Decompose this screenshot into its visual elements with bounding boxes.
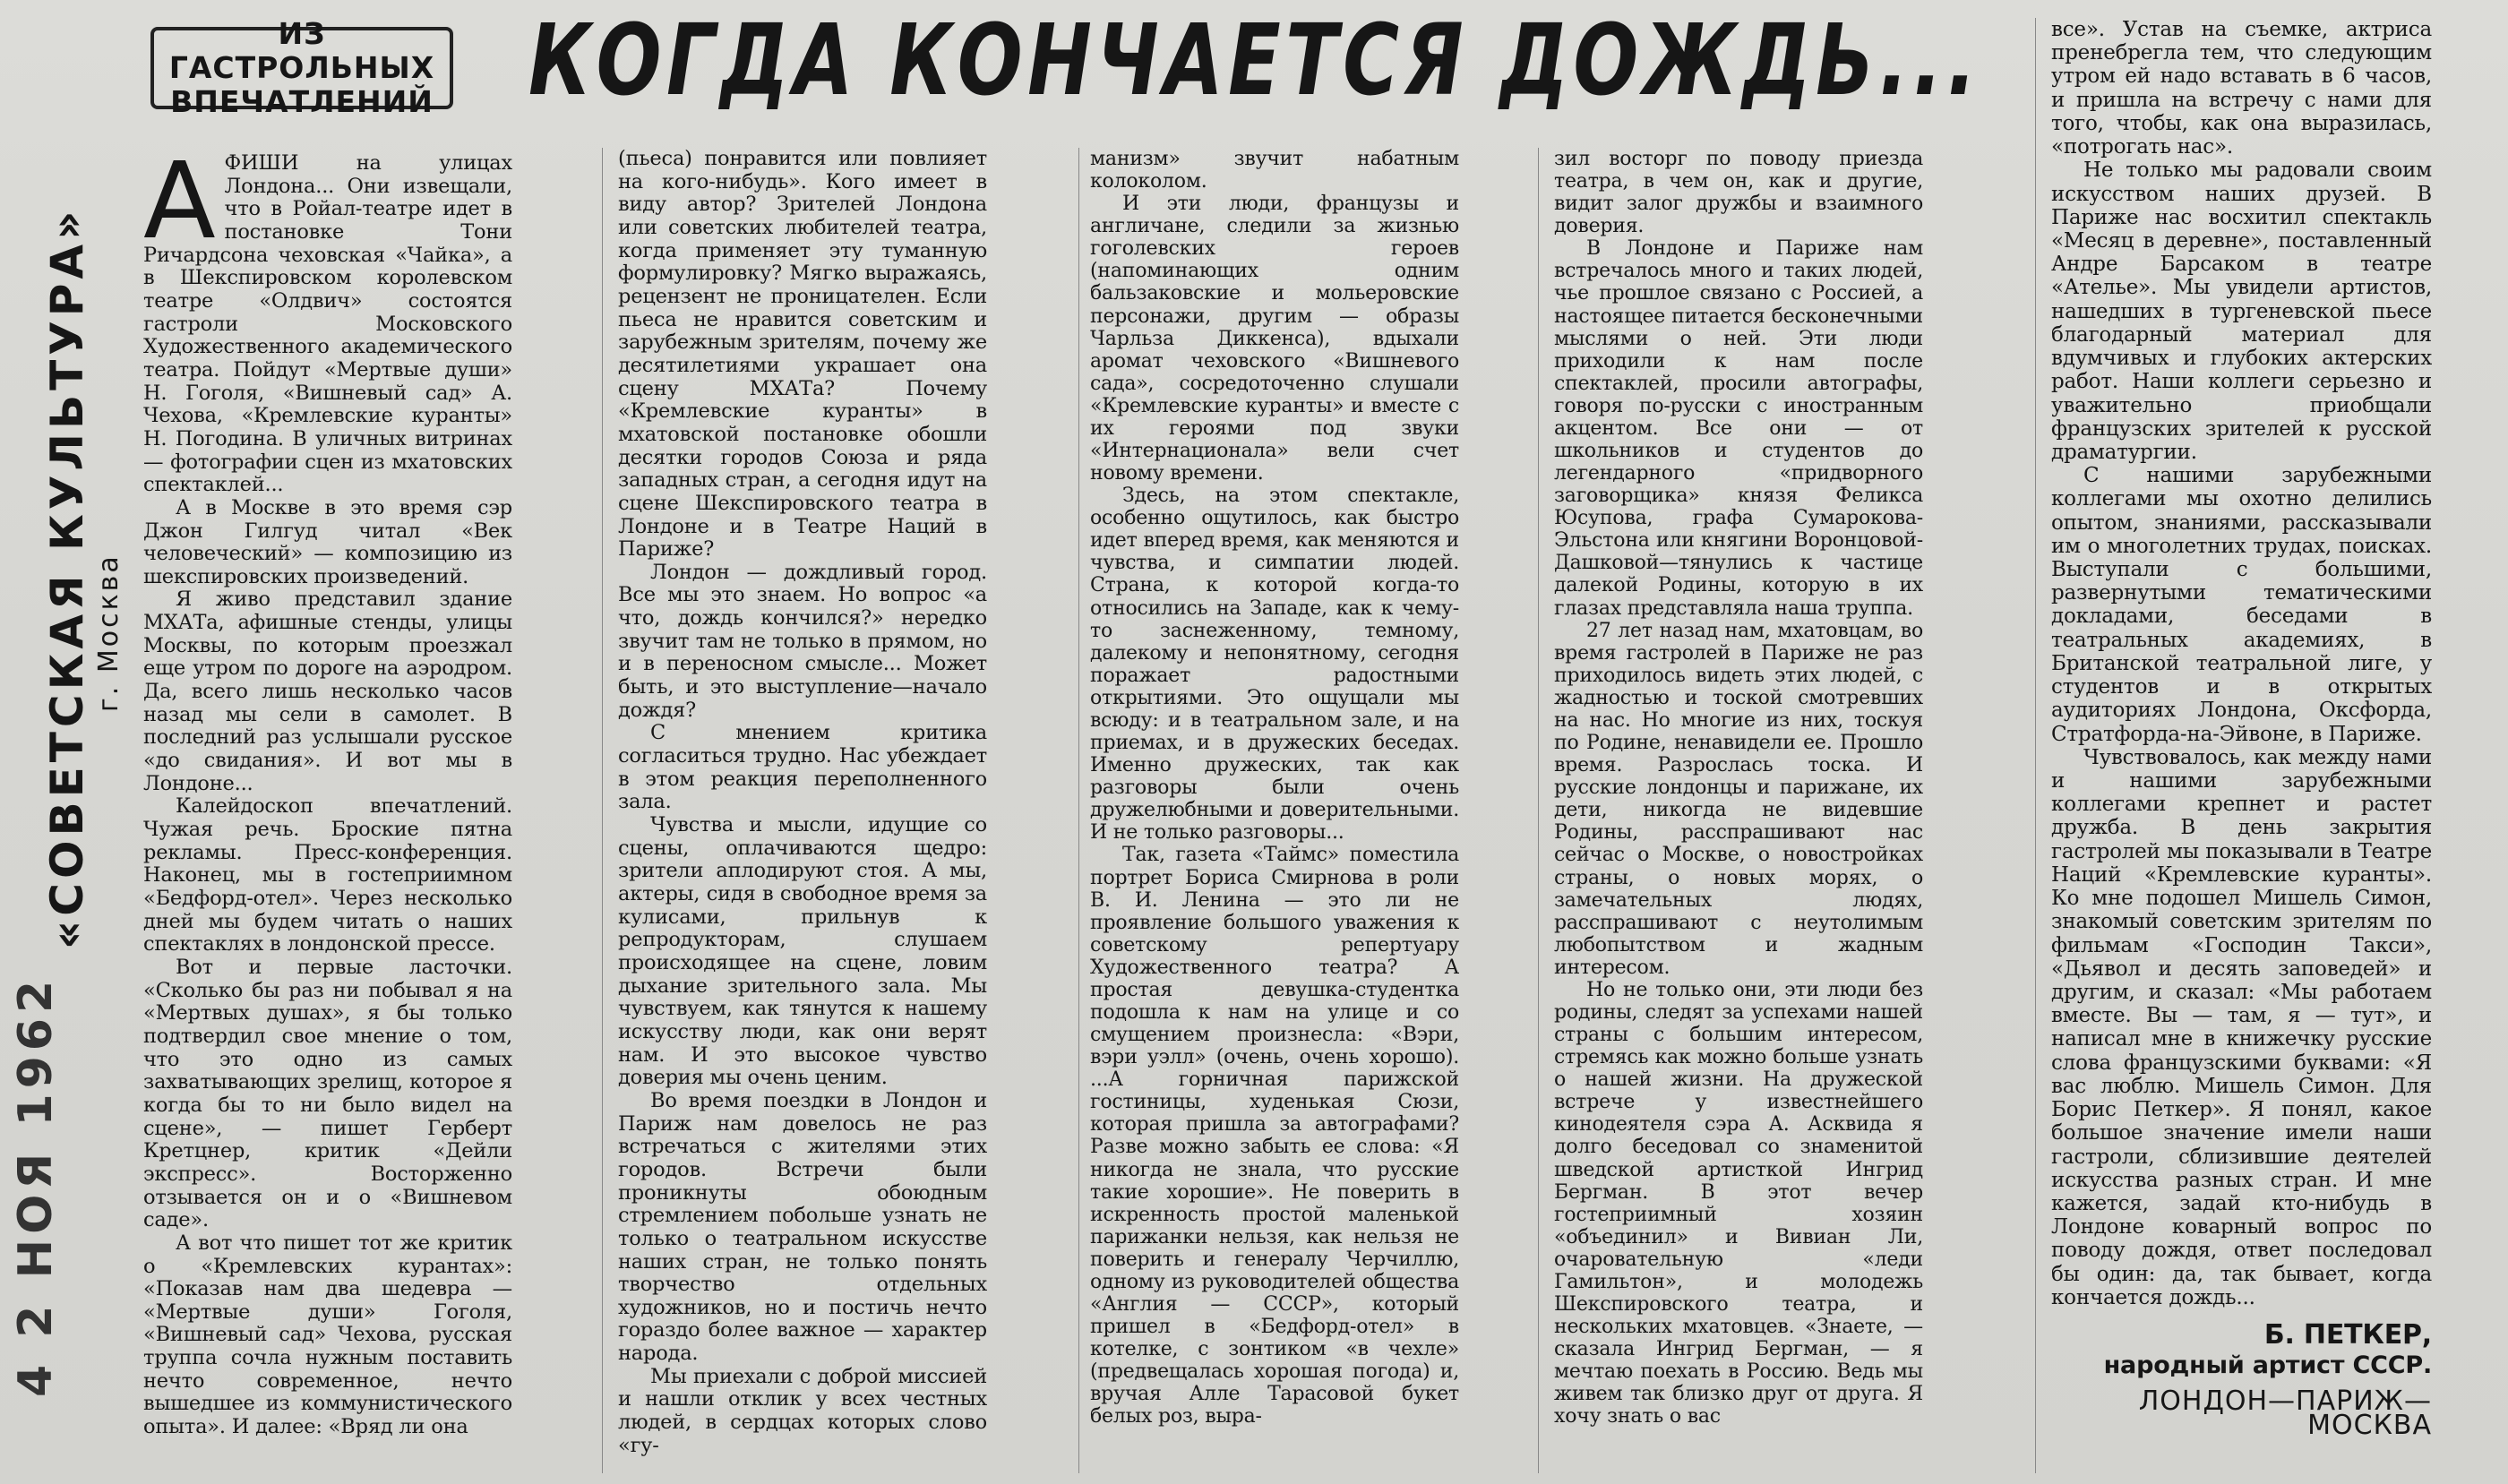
lead-paragraph bbox=[143, 139, 512, 497]
dateline-route: ЛОНДОН—ПАРИЖ—МОСКВА bbox=[2138, 1385, 2432, 1441]
publication-city: г. Москва bbox=[93, 553, 125, 712]
paragraph: А вот что пишет тот же критик о «Кремлевских курантах»: «Показав нам два шедевра — «Мертвые души» Гоголя, «Вишневый сад» Чехова, русская труппа сочла нужным поставить нечто современное, нечто вышедшее из коммунистического опыта». И далее: «Вряд ли она bbox=[143, 1231, 512, 1439]
paragraph: С мнением критика согласиться трудно. Нас убеждает в этом реакция переполненного зала. bbox=[618, 721, 987, 814]
paragraph: манизм» звучит набатным колоколом. bbox=[1090, 148, 1459, 193]
paragraph: Вот и первые ласточки. «Сколько бы раз ни побывал я на «Мертвых душах», я бы только подтвердил свое мнение о том, что это одно из самых захватывающих зрелищ, которое я когда бы то ни было видел на сцене», — пишет Герберт Кретцнер, критик «Дейли экспресс». Восторженно отзывается он и о «Вишневом саде». bbox=[143, 955, 512, 1232]
article-column-5 bbox=[2051, 18, 2432, 1441]
article-column-4 bbox=[1554, 148, 1923, 1428]
paragraph: зил восторг по поводу приезда театра, в чем он, как и другие, видит залог дружбы и взаимного доверия. bbox=[1554, 148, 1923, 238]
article-headline: КОГДА КОНЧАЕТСЯ ДОЖДЬ... bbox=[528, 3, 1982, 117]
article-column-3 bbox=[1090, 148, 1459, 1428]
paragraph: все». Устав на съемке, актриса пренебрегла тем, что следующим утром ей надо вставать в 6 часов, и пришла на встречу с нами для того, чтобы, как она выразилась, «потрогать нас». bbox=[2051, 18, 2432, 159]
author-name: Б. ПЕТКЕР, bbox=[2263, 1319, 2432, 1351]
paragraph: Лондон — дождливый город. Все мы это знаем. Но вопрос «а что, дождь кончился?» нередко звучит там не только в прямом, но и в переносном смысле... Может быть, и это выступление—начало дождя? bbox=[618, 560, 987, 722]
article-column-2 bbox=[618, 148, 987, 1457]
date-stamp: 4 2 НОЯ 1962 bbox=[9, 974, 63, 1397]
section-rubric bbox=[150, 16, 453, 119]
dropcap: А bbox=[143, 139, 216, 262]
publication-stamp bbox=[9, 206, 125, 1397]
author-signature bbox=[2051, 1319, 2432, 1441]
paragraph: Не только мы радовали своим искусством наших друзей. В Париже нас восхитил спектакль «Месяц в деревне», поставленный Андре Барсаком в театре «Ателье». Мы увидели артистов, нашедших в тургеневской пьесе благодарный материал для вдумчивых и глубоких актерских работ. Наши коллеги серьезно и уважительно приобщали французских зрителей к русской драматургии. bbox=[2051, 159, 2432, 464]
paragraph: Так, газета «Таймс» поместила портрет Бориса Смирнова в роли В. И. Ленина — это ли не проявление большого уважения к советскому репертуару Художественного театра? А простая девушка-студентка подошла к нам на улице и со смущением произнесла: «Вэри, вэри уэлл» (очень, очень хорошо). ...А горничная парижской гостиницы, худенькая Сюзи, которая пришла за автографами? Разве можно забыть ее слова: «Я никогда не знала, что русские такие хорошие». Не поверить в искренность простой маленькой парижанки нельзя, как нельзя не поверить и генералу Черчиллю, одному из руководителей общества «Англия — СССР», который пришел в «Бедфорд-отел» в котелке, с зонтиком «в чехле» (предвещалась хорошая погода) и, вручая Алле Тарасовой букет белых роз, выра- bbox=[1090, 844, 1459, 1428]
paragraph: Чувствовалось, как между нами и нашими зарубежными коллегами крепнет и растет дружба. В день закрытия гастролей мы показывали в Театре Наций «Кремлевские куранты». Ко мне подошел Мишель Симон, знакомый советским зрителям по фильмам «Господин Такси», «Дьявол и десять заповедей» и другим, и сказал: «Мы работаем вместе. Вы — там, я — тут», и написал мне в книжечку русские слова французскими буквами: «Я вас люблю. Мишель Симон. Для Борис Петкер». Я понял, какое большое значение имели наши гастроли, сблизившие деятелей искусства разных стран. И мне кажется, задай кто-нибудь в Лондоне коварный вопрос по поводу дождя, ответ последовал бы один: да, так бывает, когда кончается дождь... bbox=[2051, 745, 2432, 1309]
publication-name: «СОВЕТСКАЯ КУЛЬТУРА» bbox=[41, 206, 93, 949]
paragraph: А в Москве в это время сэр Джон Гилгуд читал «Век человеческий» — композицию из шекспировских произведений. bbox=[143, 495, 512, 588]
paragraph: Калейдоскоп впечатлений. Чужая речь. Броские пятна рекламы. Пресс-конференция. Наконец, мы в гостеприимном «Бедфорд-отел». Через несколько дней мы будем читать о наших спектаклях в лондонской прессе. bbox=[143, 794, 512, 956]
paragraph: 27 лет назад нам, мхатовцам, во время гастролей в Париже не раз приходилось видеть этих людей, с жадностью и тоской смотревших на нас. Но многие из них, тоскуя по Родине, ненавидели ее. Прошло время. Разрослась тоска. И русские лондонцы и парижане, их дети, никогда не видевшие Родины, расспрашивают нас сейчас о Москве, о новостройках страны, о новых морях, о замечательных людях, расспрашивают с неутолимым любопытством и жадным интересом. bbox=[1554, 619, 1923, 979]
paragraph: Здесь, на этом спектакле, особенно ощутилось, как быстро идет вперед время, как меняются и чувства, и симпатии людей. Страна, к которой когда-то относились на Западе, как к чему-то заснеженному, темному, далекому и непонятному, сегодня поражает радостными открытиями. Это ощущали мы всюду: и в театральном зале, и на приемах, и в дружеских беседах. Именно дружеских, так как разговоры были очень дружелюбными и доверительными. И не только разговоры... bbox=[1090, 485, 1459, 845]
column-rule bbox=[2035, 18, 2036, 1473]
paragraph: (пьеса) понравится или повлияет на кого-нибудь». Кого имеет в виду автор? Зрителей Лондона или советских любителей театра, когда применяет эту туманную формулировку? Мягко выражаясь, рецензент не проницателен. Если пьеса не нравится советским и зарубежным зрителям, почему же десятилетиями украшает она сцену МХАТа? Почему «Кремлевские куранты» в мхатовской постановке обошли десятки городов Союза и ряда западных стран, а сегодня идут на сцене Шекспировского театра в Лондоне и в Театре Наций в Париже? bbox=[618, 147, 987, 562]
paragraph-text: ФИШИ на улицах Лондона... Они извещали, что в Ройал-театре идет в постановке Тони Ричардсона чеховская «Чайка», а в Шекспировском королевском театре «Олдвич» состоятся гастроли Московского Художественного академического театра. Пойдут «Мертвые души» Н. Гоголя, «Вишневый сад» А. Чехова, «Кремлевские куранты» Н. Погодина. В уличных витринах — фотографии сцен из мхатовских спектаклей... bbox=[143, 151, 512, 497]
column-rule bbox=[1078, 148, 1079, 1473]
rubric-text: ИЗ ГАСТРОЛЬНЫХ ВПЕЧАТЛЕНИЙ bbox=[168, 16, 435, 119]
article-column-1 bbox=[143, 139, 512, 1439]
paragraph: И эти люди, французы и англичане, следили за жизнью гоголевских героев (напоминающих одним бальзаковские и мольеровские персонажи, другим — образы Чарльза Диккенса), вдыхали аромат чеховского «Вишневого сада», сосредоточенно слушали «Кремлевские куранты» и вместе с их героями под звуки «Интернационала» вели счет новому времени. bbox=[1090, 193, 1459, 485]
paragraph: С нашими зарубежными коллегами мы охотно делились опытом, знаниями, рассказывали им о многолетних трудах, поисках. Выступали с большими, развернутыми тематическими докладами, беседами в театральных академиях, в Британской театральной лиге, у студентов и в открытых аудиториях Лондона, Оксфорда, Стратфорда-на-Эйвоне, в Париже. bbox=[2051, 464, 2432, 746]
paragraph: Во время поездки в Лондон и Париж нам довелось не раз встречаться с жителями этих городов. Встречи были проникнуты обоюдным стремлением побольше узнать не только о театральном искусстве наших стран, не только понять творчество отдельных художников, но и постичь нечто гораздо более важное — характер народа. bbox=[618, 1088, 987, 1366]
paragraph: Мы приехали с доброй миссией и нашли отклик у всех честных людей, в сердцах которых слово «гу- bbox=[618, 1364, 987, 1457]
paragraph: Я живо представил здание МХАТа, афишные стенды, улицы Москвы, по которым проезжал еще утром по дороге на аэродром. Да, всего лишь несколько часов назад мы сели в самолет. В последний раз услышали русское «до свидания». И вот мы в Лондоне... bbox=[143, 588, 512, 795]
author-title: народный артист СССР. bbox=[2103, 1351, 2432, 1380]
paragraph: В Лондоне и Париже нам встречалось много и таких людей, чье прошлое связано с Россией, а настоящее питается бесконечными мыслями о ней. Эти люди приходили к нам после спектаклей, просили автографы, говоря по-русски с иностранным акцентом. Все они — от школьников и студентов до легендарного «придворного заговорщика» князя Феликса Юсупова, графа Сумарокова-Эльстона или княгини Воронцовой-Дашковой—тянулись к частице далекой Родины, которую в их глазах представляла наша труппа. bbox=[1554, 237, 1923, 620]
column-rule bbox=[602, 148, 603, 1473]
column-rule bbox=[1538, 148, 1539, 1473]
paragraph: Чувства и мысли, идущие со сцены, оплачиваются щедро: зрители аплодируют стоя. А мы, актеры, сидя в свободное время за кулисами, прильнув к репродукторам, слушаем происходящее на сцене, ловим дыхание зрительного зала. Мы чувствуем, как тянутся к нашему искусству люди, как они верят нам. И это высокое чувство доверия мы очень ценим. bbox=[618, 813, 987, 1090]
paragraph: Но не только они, эти люди без родины, следят за успехами нашей страны с большим интересом, стремясь как можно больше узнать о нашей жизни. На дружеской встрече у известнейшего кинодеятеля сэра А. Асквида я долго беседовал со знаменитой шведской артисткой Ингрид Бергман. В этот вечер гостеприимный хозяин «объединил» и Вивиан Ли, очаровательную «леди Гамильтон», и молодежь Шекспировского театра, и нескольких мхатовцев. «Знаете, — сказала Ингрид Бергман, — я мечтаю поехать в Россию. Ведь мы живем так близко друг от друга. Я хочу знать о вас bbox=[1554, 978, 1923, 1428]
